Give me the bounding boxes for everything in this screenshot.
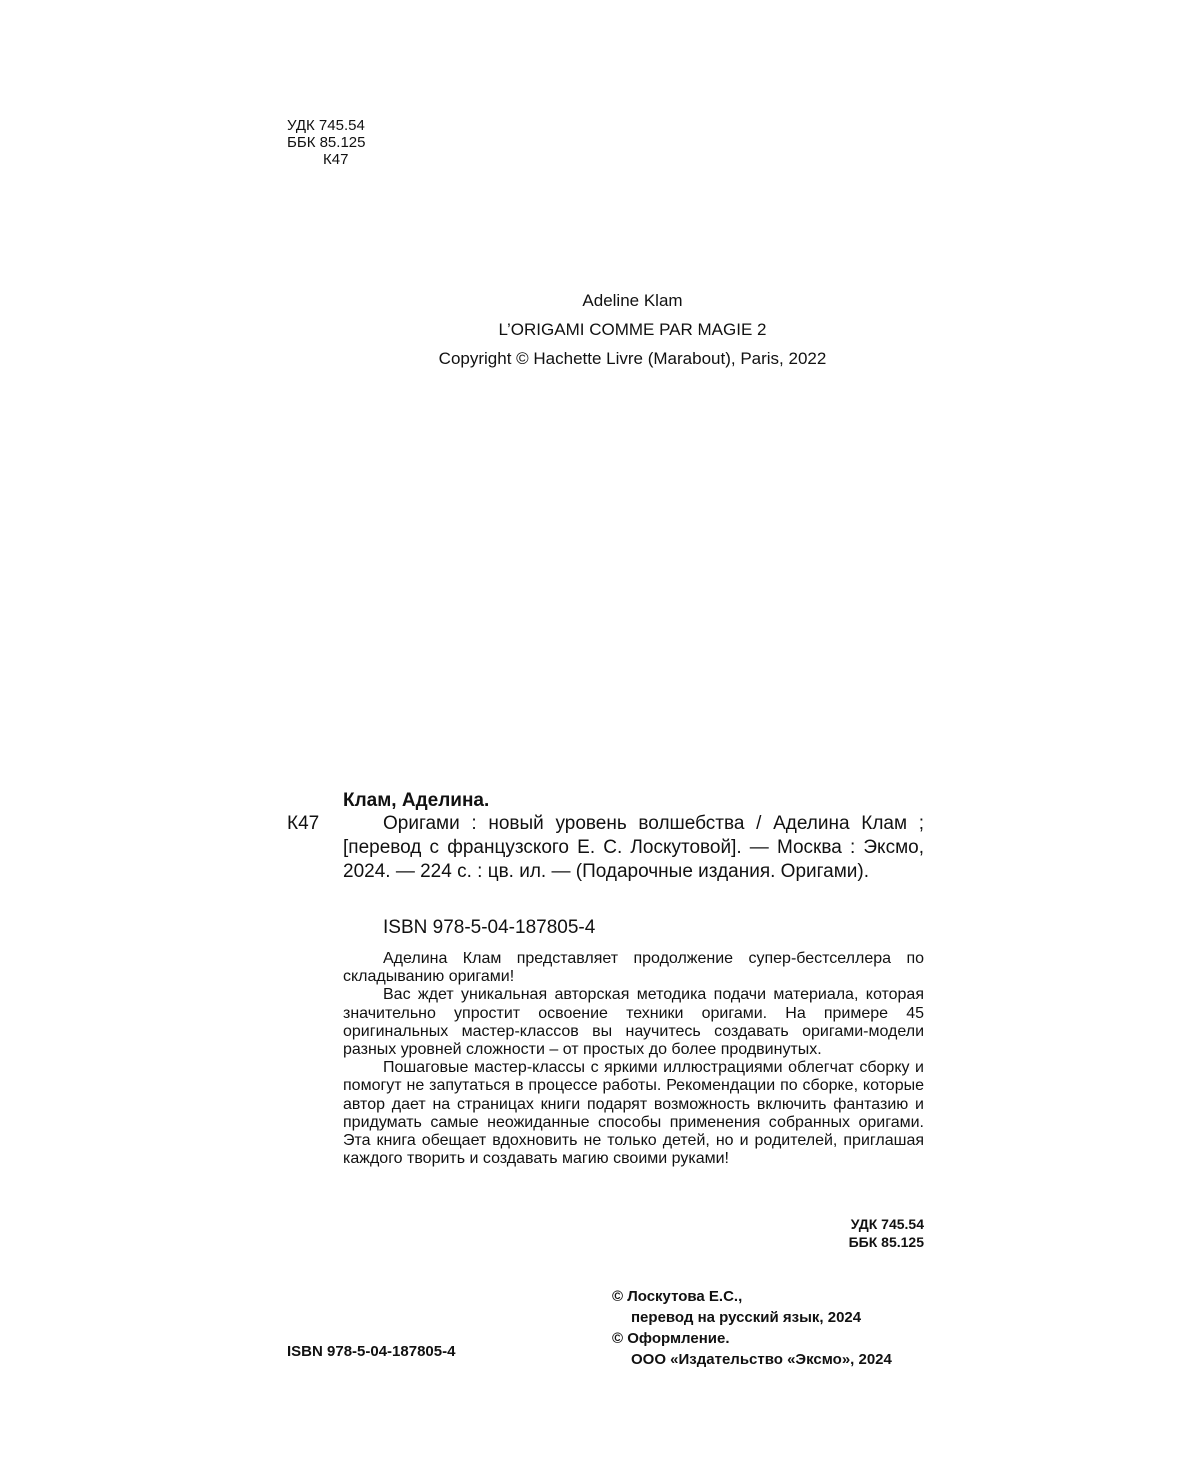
- annotation-paragraph: Аделина Клам представляет продолжение супер-бестселлера по складыванию оригами!: [343, 950, 924, 986]
- translation-copyright-detail: перевод на русский язык, 2024: [631, 1309, 862, 1326]
- design-copyright-detail: ООО «Издательство «Эксмо», 2024: [631, 1351, 892, 1368]
- author-heading: Клам, Аделина.: [343, 790, 490, 811]
- bbk-code: ББК 85.125: [287, 134, 366, 151]
- top-classification-block: [287, 117, 365, 168]
- original-copyright: Copyright © Hachette Livre (Marabout), Paris, 2022: [438, 349, 827, 368]
- record-author-sign: К47: [287, 813, 320, 834]
- original-author: Adeline Klam: [582, 291, 683, 310]
- bottom-classification-block: [824, 1215, 924, 1251]
- bbk-code-bottom: ББК 85.125: [848, 1234, 924, 1250]
- original-title: L’ORIGAMI COMME PAR MAGIE 2: [498, 320, 767, 339]
- annotation-paragraph: Вас ждет уникальная авторская методика подачи материала, которая значительно упростит освоение техники оригами. На примере 45 оригинальных мастер-классов вы научитесь создавать оригами-модели разных уровней сложности – от простых до более продвинутых.: [343, 986, 924, 1059]
- annotation-paragraph: Пошаговые мастер-классы с яркими иллюстрациями облегчат сборку и помогут не запутаться в процессе работы. Рекомендации по сборке, которые автор дает на страницах книги подарят возможность включить фантазию и придумать самые неожиданные способы применения собранных оригами. Эта книга обещает вдохновить не только детей, но и родителей, приглашая каждого творить и создавать магию своими руками!: [343, 1059, 924, 1168]
- copyright-notices: [612, 1286, 892, 1370]
- translation-copyright: © Лоскутова Е.С.,: [612, 1288, 743, 1305]
- udk-code: УДК 745.54: [287, 117, 365, 134]
- author-sign: К47: [323, 151, 349, 168]
- isbn-bottom: ISBN 978-5-04-187805-4: [287, 1343, 456, 1360]
- design-copyright: © Оформление.: [612, 1330, 730, 1347]
- original-edition-block: [0, 286, 1193, 373]
- record-isbn: ISBN 978-5-04-187805-4: [383, 917, 596, 938]
- udk-code-bottom: УДК 745.54: [850, 1216, 924, 1232]
- bibliographic-description: Оригами : новый уровень волшебства / Аделина Клам ; [перевод с французского Е. С. Лоскутовой]. — Москва : Эксмо, 2024. — 224 с. : цв. ил. — (Подарочные издания. Оригами).: [343, 813, 924, 882]
- annotation: [343, 950, 924, 1168]
